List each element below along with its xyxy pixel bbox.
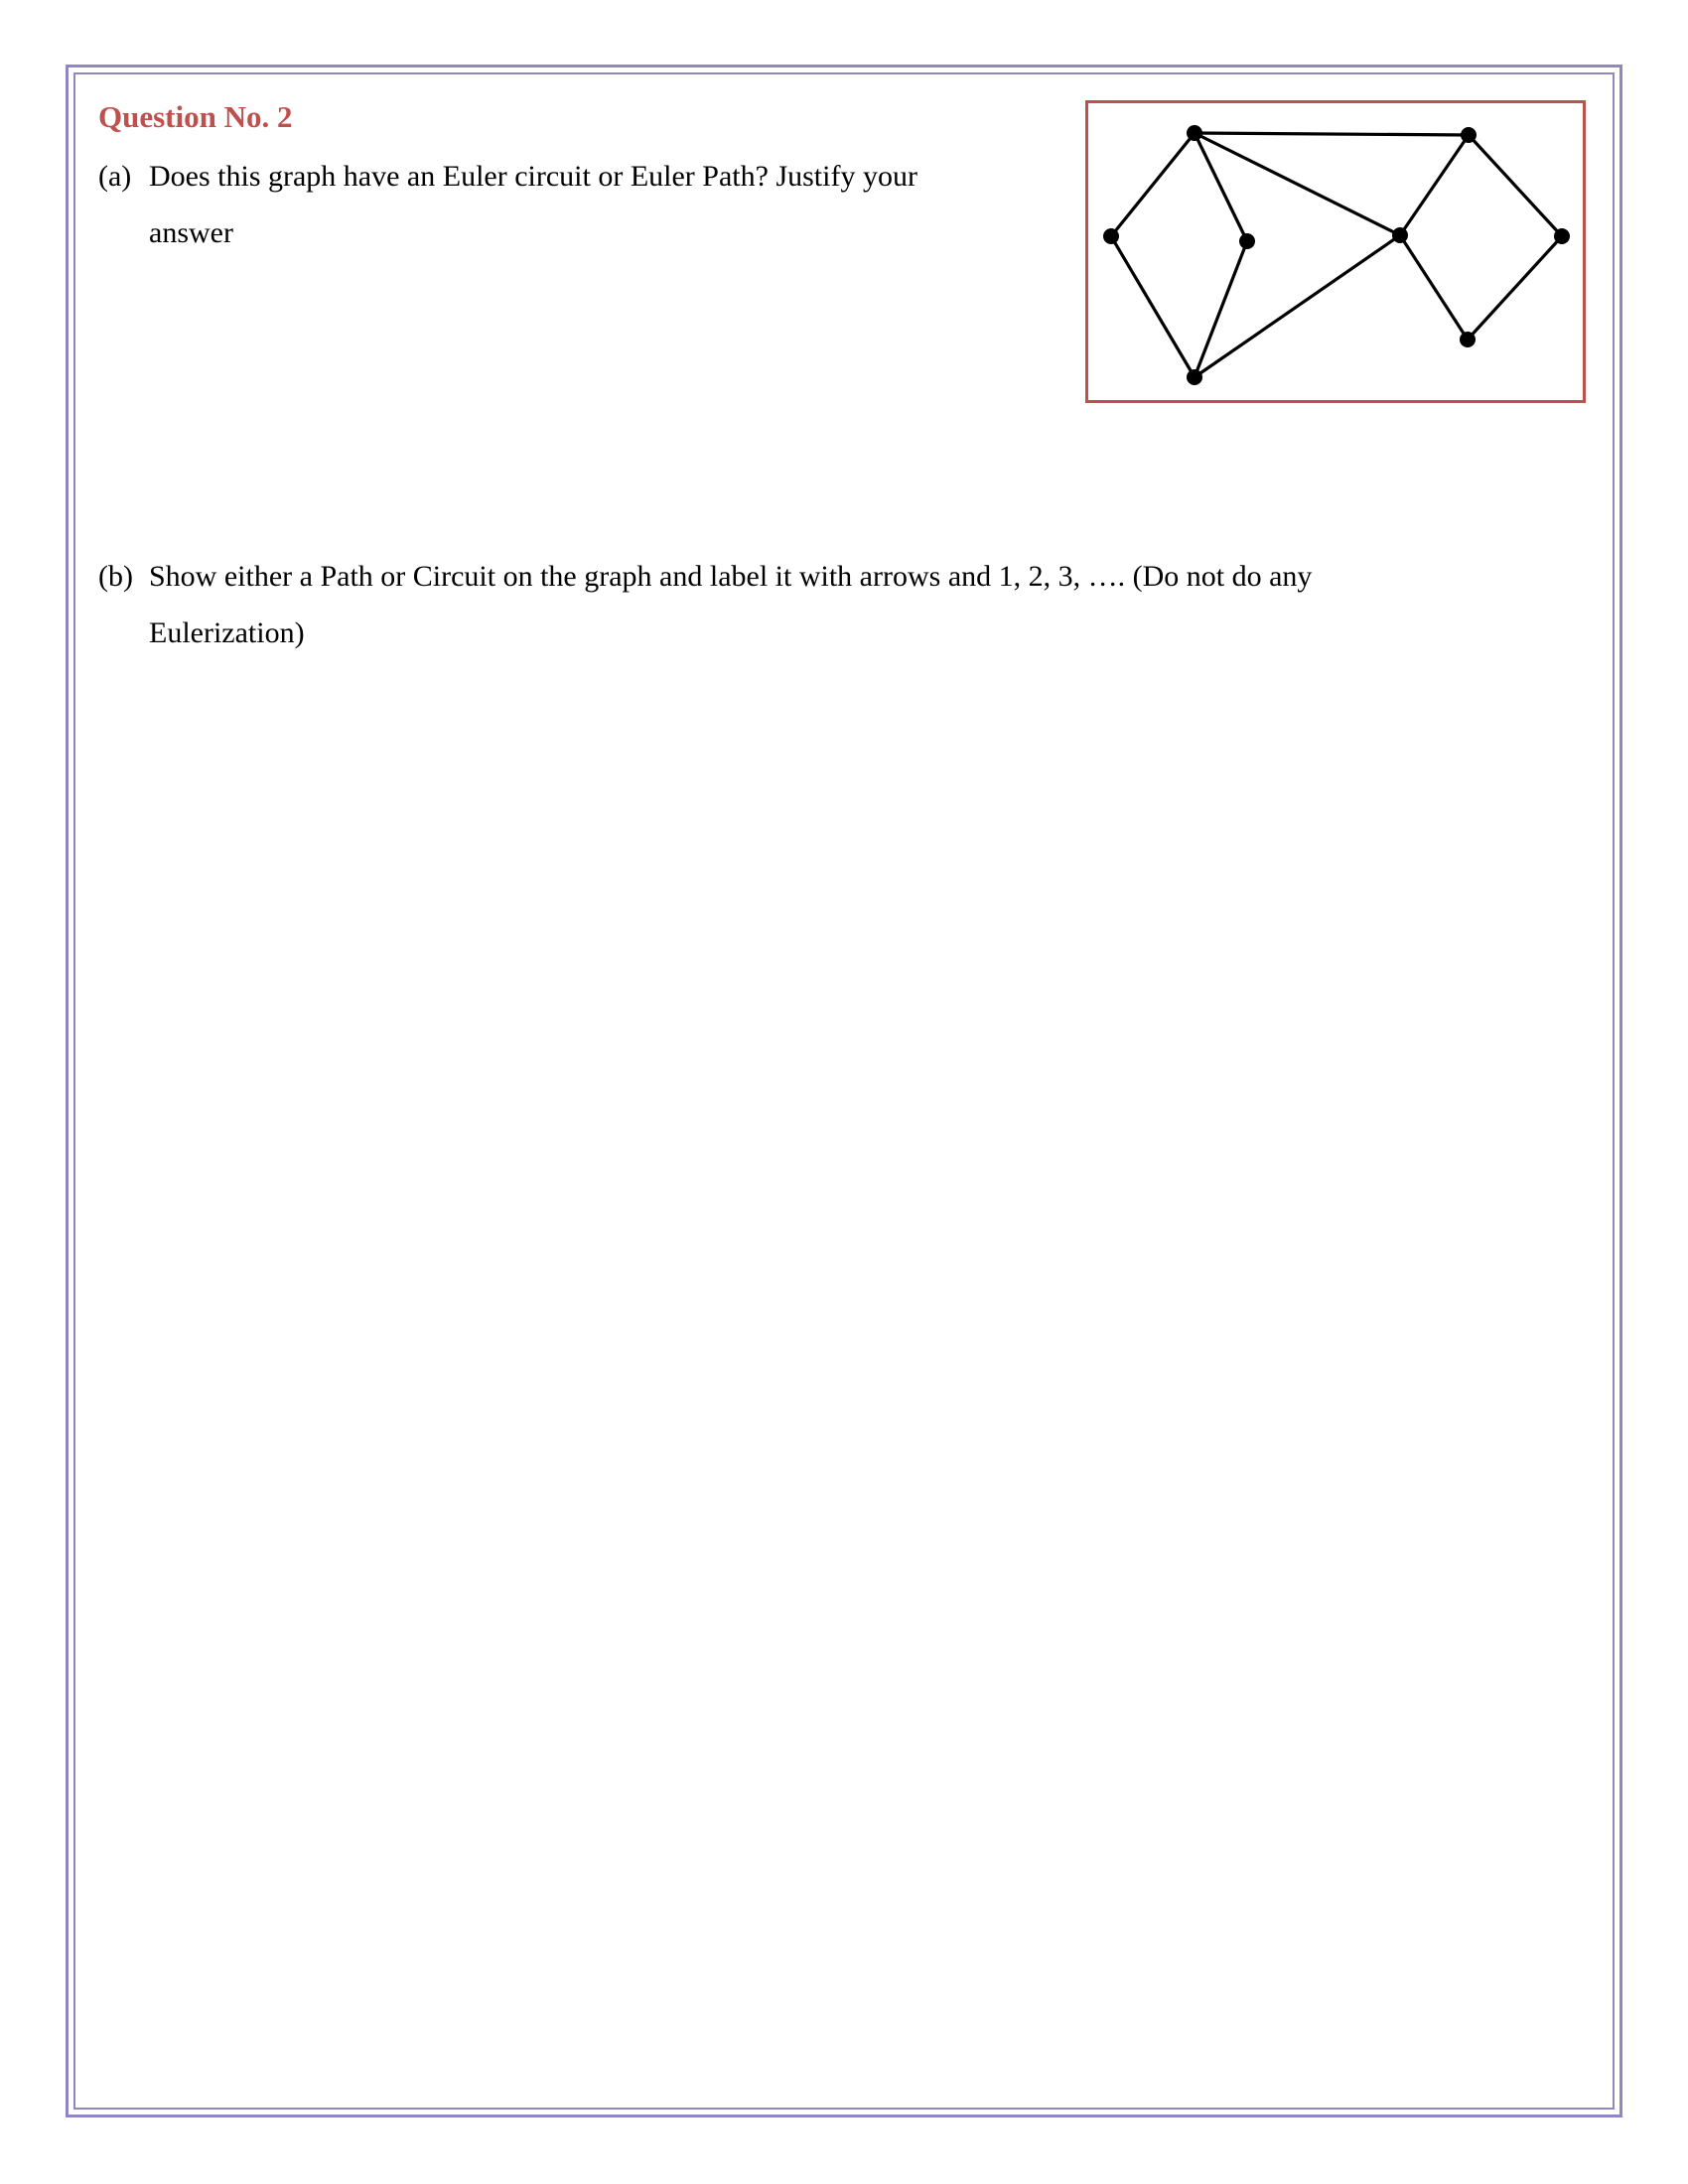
- graph-vertex-left: [1103, 228, 1119, 244]
- graph-edge-top-left-top-right: [1195, 133, 1469, 135]
- part-b-marker: (b): [98, 560, 133, 593]
- graph-edge-inner-bottom-left: [1195, 241, 1247, 377]
- graph-figure: [1085, 100, 1586, 403]
- question-part-b: [98, 548, 1312, 661]
- graph-vertex-bottom-left: [1187, 369, 1202, 385]
- graph-edge-bottom-right-right: [1468, 236, 1562, 340]
- graph-edge-top-left-center: [1195, 133, 1400, 235]
- graph-vertex-center: [1392, 227, 1408, 243]
- graph-edge-center-bottom-right: [1400, 235, 1468, 340]
- question-title: Question No. 2: [98, 99, 293, 134]
- part-a-text-line2: answer: [149, 216, 233, 249]
- graph-diagram: [1088, 103, 1583, 400]
- graph-edge-top-left-left: [1111, 133, 1195, 236]
- part-a-text-line1: Does this graph have an Euler circuit or Euler Path? Justify your: [149, 160, 917, 193]
- graph-vertex-inner: [1239, 233, 1255, 249]
- graph-vertex-bottom-right: [1460, 332, 1476, 347]
- graph-vertex-right: [1554, 228, 1570, 244]
- part-b-text-line2: Eulerization): [149, 616, 305, 649]
- graph-edge-top-left-inner: [1195, 133, 1247, 241]
- graph-edge-top-right-right: [1469, 135, 1562, 236]
- graph-vertex-top-right: [1461, 127, 1477, 143]
- graph-vertex-top-left: [1187, 125, 1202, 141]
- graph-edge-bottom-left-center: [1195, 235, 1400, 377]
- graph-edge-left-bottom-left: [1111, 236, 1195, 377]
- part-b-text-line1: Show either a Path or Circuit on the graph and label it with arrows and 1, 2, 3, …. (Do not do any: [149, 560, 1313, 593]
- question-part-a: [98, 148, 917, 261]
- graph-edge-center-top-right: [1400, 135, 1469, 235]
- part-a-marker: (a): [98, 160, 132, 193]
